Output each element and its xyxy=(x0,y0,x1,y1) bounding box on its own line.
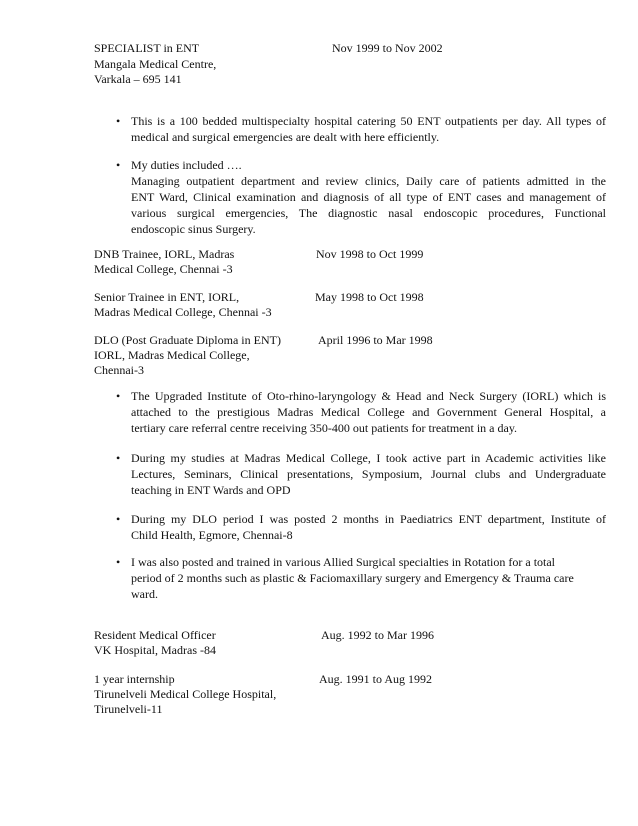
bullet-line: ward. xyxy=(131,587,158,601)
specialist-bullet-2 xyxy=(131,157,606,237)
specialist-bullet-1 xyxy=(131,113,606,145)
dlo-dates: April 1996 to Mar 1998 xyxy=(318,333,433,347)
dlo-bullet-4 xyxy=(131,554,606,602)
dlo-bullet-2 xyxy=(131,450,606,498)
rmo-dates: Aug. 1992 to Mar 1996 xyxy=(321,628,434,642)
bullet-line: The Upgraded Institute of Oto-rhino-laryngology & Head and Neck Surgery (IORL) which is xyxy=(131,389,606,403)
bullet-icon: • xyxy=(116,451,121,465)
dnb-title-line1: DNB Trainee, IORL, Madras xyxy=(94,247,235,261)
internship-dates: Aug. 1991 to Aug 1992 xyxy=(319,672,433,686)
specialist-org-line2: Varkala – 695 141 xyxy=(94,72,182,86)
bullet-line: My duties included …. xyxy=(131,158,242,172)
bullet-line: Lectures, Seminars, Clinical presentations, Symposium, Journal clubs and Undergraduate xyxy=(131,467,606,481)
dnb-title-line2: Medical College, Chennai -3 xyxy=(94,262,233,276)
bullet-icon: • xyxy=(116,158,121,172)
bullet-line: attached to the prestigious Madras Medical College and Government General Hospital, a xyxy=(131,405,606,419)
bullet-line: During my studies at Madras Medical College, I took active part in Academic activities like xyxy=(131,451,606,465)
bullet-icon: • xyxy=(116,512,121,526)
dlo-title-line3: Chennai-3 xyxy=(94,363,144,377)
bullet-line: period of 2 months such as plastic & Faciomaxillary surgery and Emergency & Trauma care xyxy=(131,571,574,585)
bullet-icon: • xyxy=(116,389,121,403)
internship-title-line3: Tirunelveli-11 xyxy=(94,702,163,716)
dlo-bullet-1 xyxy=(131,388,606,436)
rmo-title-line1: Resident Medical Officer xyxy=(94,628,216,642)
senior-title-line2: Madras Medical College, Chennai -3 xyxy=(94,305,272,319)
dlo-title-line2: IORL, Madras Medical College, xyxy=(94,348,250,362)
rmo-title-line2: VK Hospital, Madras -84 xyxy=(94,643,216,657)
bullet-line: medical and surgical emergencies are dealt with here efficiently. xyxy=(131,130,440,144)
internship-title-line2: Tirunelveli Medical College Hospital, xyxy=(94,687,277,701)
senior-title-line1: Senior Trainee in ENT, IORL, xyxy=(94,290,240,304)
bullet-line: Managing outpatient department and review clinics, Daily care of patients admitted in the xyxy=(131,174,606,188)
specialist-org-line1: Mangala Medical Centre, xyxy=(94,57,217,71)
bullet-icon: • xyxy=(116,555,121,569)
dlo-title-line1: DLO (Post Graduate Diploma in ENT) xyxy=(94,333,281,347)
bullet-icon: • xyxy=(116,114,121,128)
bullet-line: I was also posted and trained in various Allied Surgical specialties in Rotation for a total xyxy=(131,555,556,569)
bullet-line: various surgical emergencies, The diagnostic nasal endoscopic procedures, Functional xyxy=(131,206,606,220)
bullet-line: This is a 100 bedded multispecialty hospital catering 50 ENT outpatients per day. All types of xyxy=(131,114,606,128)
bullet-line: Child Health, Egmore, Chennai-8 xyxy=(131,528,293,542)
specialist-dates: Nov 1999 to Nov 2002 xyxy=(332,41,443,55)
bullet-line: tertiary care referral centre receiving 350-400 out patients for treatment in a day. xyxy=(131,421,518,435)
bullet-line: teaching in ENT Wards and OPD xyxy=(131,483,291,497)
internship-title-line1: 1 year internship xyxy=(94,672,175,686)
dlo-bullet-3 xyxy=(131,511,606,543)
dnb-dates: Nov 1998 to Oct 1999 xyxy=(316,247,424,261)
bullet-line: ENT Ward, Clinical examination and diagnosis of all type of ENT cases and management of xyxy=(131,190,606,204)
bullet-line: endoscopic sinus Surgery. xyxy=(131,222,256,236)
specialist-title: SPECIALIST in ENT xyxy=(94,41,200,55)
senior-dates: May 1998 to Oct 1998 xyxy=(315,290,424,304)
bullet-line: During my DLO period I was posted 2 months in Paediatrics ENT department, Institute of xyxy=(131,512,606,526)
